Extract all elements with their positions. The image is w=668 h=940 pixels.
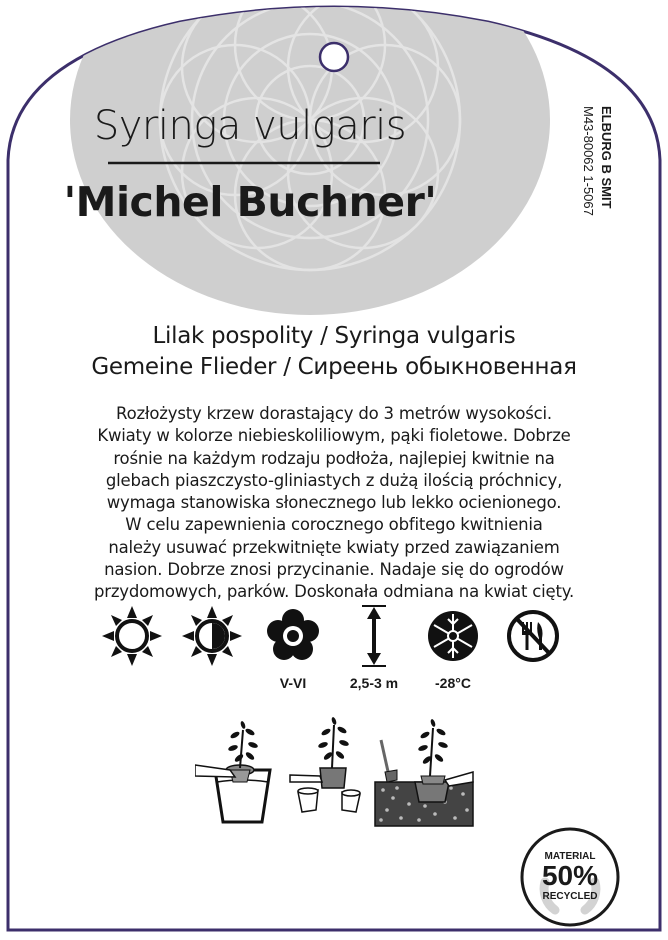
description-line: Rozłożysty krzew dorastający do 3 metrów wysokości. — [116, 404, 552, 423]
badge-bottom-text: RECYCLED — [542, 891, 598, 902]
brand-name: ELBURG B SMIT — [599, 106, 614, 209]
product-code: M43-80062 1-5067 — [581, 106, 596, 216]
description-line: W celu zapewnienia corocznego obfitego kwitnienia — [125, 515, 543, 535]
description-line: glebach piaszczysto-gliniastych z dużą ilością próchnicy, — [105, 470, 563, 490]
badge-top-text: MATERIAL — [544, 851, 596, 862]
common-name-line-1: Lilak pospolity / Syringa vulgaris — [152, 323, 516, 349]
description-line: rośnie na każdym rodzaju podłoża, najlepiej kwitnie na — [113, 448, 555, 468]
flower-icon — [267, 609, 319, 660]
soak-in-bucket-icon — [195, 721, 270, 822]
vertical-brand-text — [576, 106, 616, 246]
frost-icon — [428, 611, 478, 661]
plant-height-label: 2,5-3 m — [349, 675, 399, 691]
description-line: przydomowych, parków. Doskonała odmiana na kwiat cięty. — [93, 582, 575, 602]
cultivar-name-title: 'Michel Buchner' — [63, 178, 437, 226]
description-line: nasion. Dobrze znosi przycinanie. Nadaje się do ogrodów — [104, 560, 564, 580]
remove-pot-icon — [290, 717, 360, 812]
hang-hole — [320, 43, 348, 71]
full-sun-icon — [102, 606, 162, 666]
description-line: wymaga stanowiska słonecznego lub lekko ocienionego. — [106, 493, 562, 513]
plant-in-ground-icon — [375, 719, 473, 826]
common-name-line-2: Gemeine Flieder / Сиреень обыкновенная — [91, 354, 577, 380]
description-line: należy usuwać przekwitnięte kwiaty przed zawiązaniem — [108, 537, 560, 557]
not-edible-icon — [509, 612, 557, 660]
planting-instructions-illustration — [195, 710, 485, 830]
description — [0, 403, 668, 604]
description-line: Kwiaty w kolorze niebieskoliliowym, pąki fioletowe. Dobrze — [97, 426, 571, 446]
badge-percent: 50% — [541, 860, 599, 891]
latin-name-title: Syringa vulgaris — [93, 103, 407, 149]
icon-row — [0, 600, 668, 675]
frost-hardiness-label: -28°C — [435, 675, 471, 691]
bloom-months-label: V-VI — [279, 675, 307, 691]
height-icon — [362, 606, 386, 666]
recycled-badge — [515, 822, 625, 932]
half-shade-icon — [182, 606, 242, 666]
